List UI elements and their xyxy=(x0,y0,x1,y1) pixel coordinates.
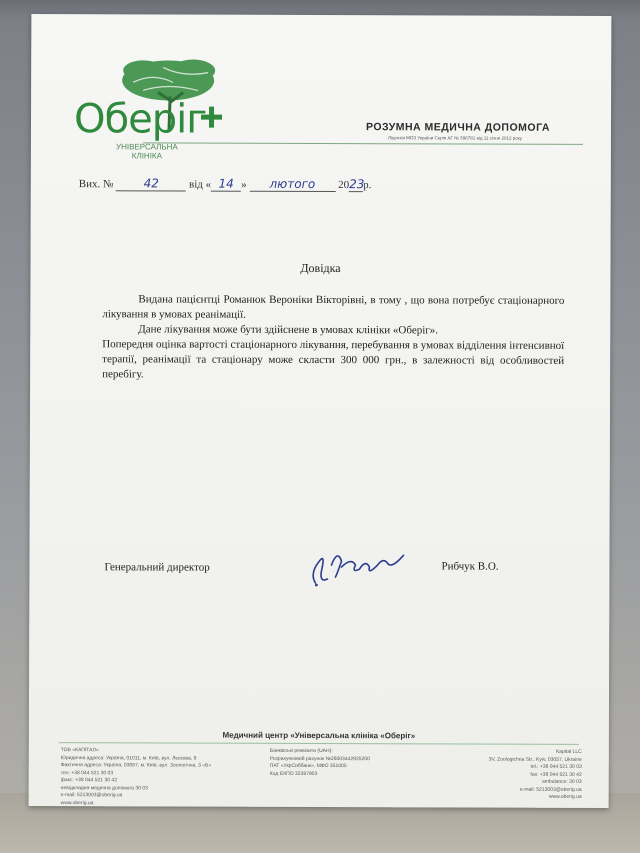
footer-line: невідкладна медична допомога 30 03 xyxy=(60,784,148,791)
brand-subtitle-line1: УНІВЕРСАЛЬНА xyxy=(116,142,178,152)
footer-line: тел. +38 044 521 30 03 xyxy=(60,769,114,776)
outgoing-month: лютого xyxy=(249,177,335,192)
footer-line: tel.: +38 044 521 30 03 xyxy=(530,763,582,770)
body-paragraph-3: Попередня оцінка вартості стаціонарного лікування, перебування в умовах відділення інтенсивної терапії, реанімації та стаціонару може скласти 300 000 грн., в залежності від особливостей перебігу. xyxy=(102,338,565,381)
outgoing-year-suffix: 23 xyxy=(349,177,365,192)
outgoing-year-end: р. xyxy=(363,179,372,192)
document-sheet xyxy=(29,14,612,808)
footer-line: fax: +38 044 521 30 42 xyxy=(530,771,582,778)
body-paragraph-2: Дане лікування може бути здійснене в умовах клініки «Оберіг». xyxy=(138,323,439,337)
handwritten-signature xyxy=(307,543,407,591)
footer-line: Банківські реквізити (UAH): xyxy=(269,747,333,755)
document-title: Довідка xyxy=(300,260,341,276)
outgoing-prefix: Вих. № xyxy=(78,178,114,191)
footer-divider xyxy=(59,742,579,745)
outgoing-day: 14 xyxy=(211,177,241,192)
footer-company-details xyxy=(61,747,212,808)
outgoing-number: 42 xyxy=(116,176,186,191)
footer-line: www.oberig.ua xyxy=(60,799,94,806)
footer-line: Kapital LLC xyxy=(555,748,582,755)
document-body xyxy=(102,292,564,384)
footer-bank-details xyxy=(270,748,370,778)
brand-subtitle xyxy=(107,142,187,160)
body-paragraph-1: Видана пацієнтці Романюк Вероніки Вікторівні, в тому , що вона потребує стаціонарного лікування в умовах реанімації. xyxy=(102,293,565,321)
footer-line: Код ЄКПО 32387903 xyxy=(269,770,318,777)
footer-line: www.oberig.ua xyxy=(548,793,582,800)
footer-english-details xyxy=(469,749,582,802)
outgoing-number-line xyxy=(79,176,372,192)
footer-line: 3V, Zoologichna Str., Kyiv, 03057, Ukraine xyxy=(488,756,582,763)
signer-name: Рибчук В.О. xyxy=(441,560,499,573)
outgoing-from: від « xyxy=(188,178,212,191)
footer-line: ТОВ «КАПІТАЛ» xyxy=(60,747,99,754)
footer-line: Юридична адреса: Україна, 01011, м. Київ, вул. Лєскова, 9 xyxy=(60,754,197,762)
footer-line: ambulance: 30 03 xyxy=(541,778,582,785)
header-tagline: РОЗУМНА МЕДИЧНА ДОПОМОГА xyxy=(365,121,550,134)
footer-line: факс: +38 044 521 30 42 xyxy=(60,777,117,784)
footer-line: ПАТ «УкрСиббанк», МФО 351005 xyxy=(269,762,347,770)
brand-subtitle-line2: КЛІНІКА xyxy=(131,151,162,161)
footer-line: Фактична адреса: Україна, 03057, м. Київ, вул. Зоологічна, 3 «В» xyxy=(60,762,212,769)
license-note: Ліцензія МОЗ України Серія АГ № 596781 від 11 січня 2012 року xyxy=(387,135,522,141)
footer-line: e-mail: 5213003@oberig.ua xyxy=(519,786,582,793)
brand-name: Оберіг xyxy=(73,96,207,143)
signer-role: Генеральний директор xyxy=(104,561,210,574)
outgoing-quote-close: » xyxy=(241,178,247,191)
outgoing-year-prefix: 20 xyxy=(338,179,350,192)
footer-line: e-mail: 5213003@oberig.ua xyxy=(60,792,123,799)
footer-line: Розрахунковий рахунок №26003442925200 xyxy=(269,755,370,762)
footer-title: Медичний центр «Універсальна клініка «Оберіг» xyxy=(222,730,416,741)
